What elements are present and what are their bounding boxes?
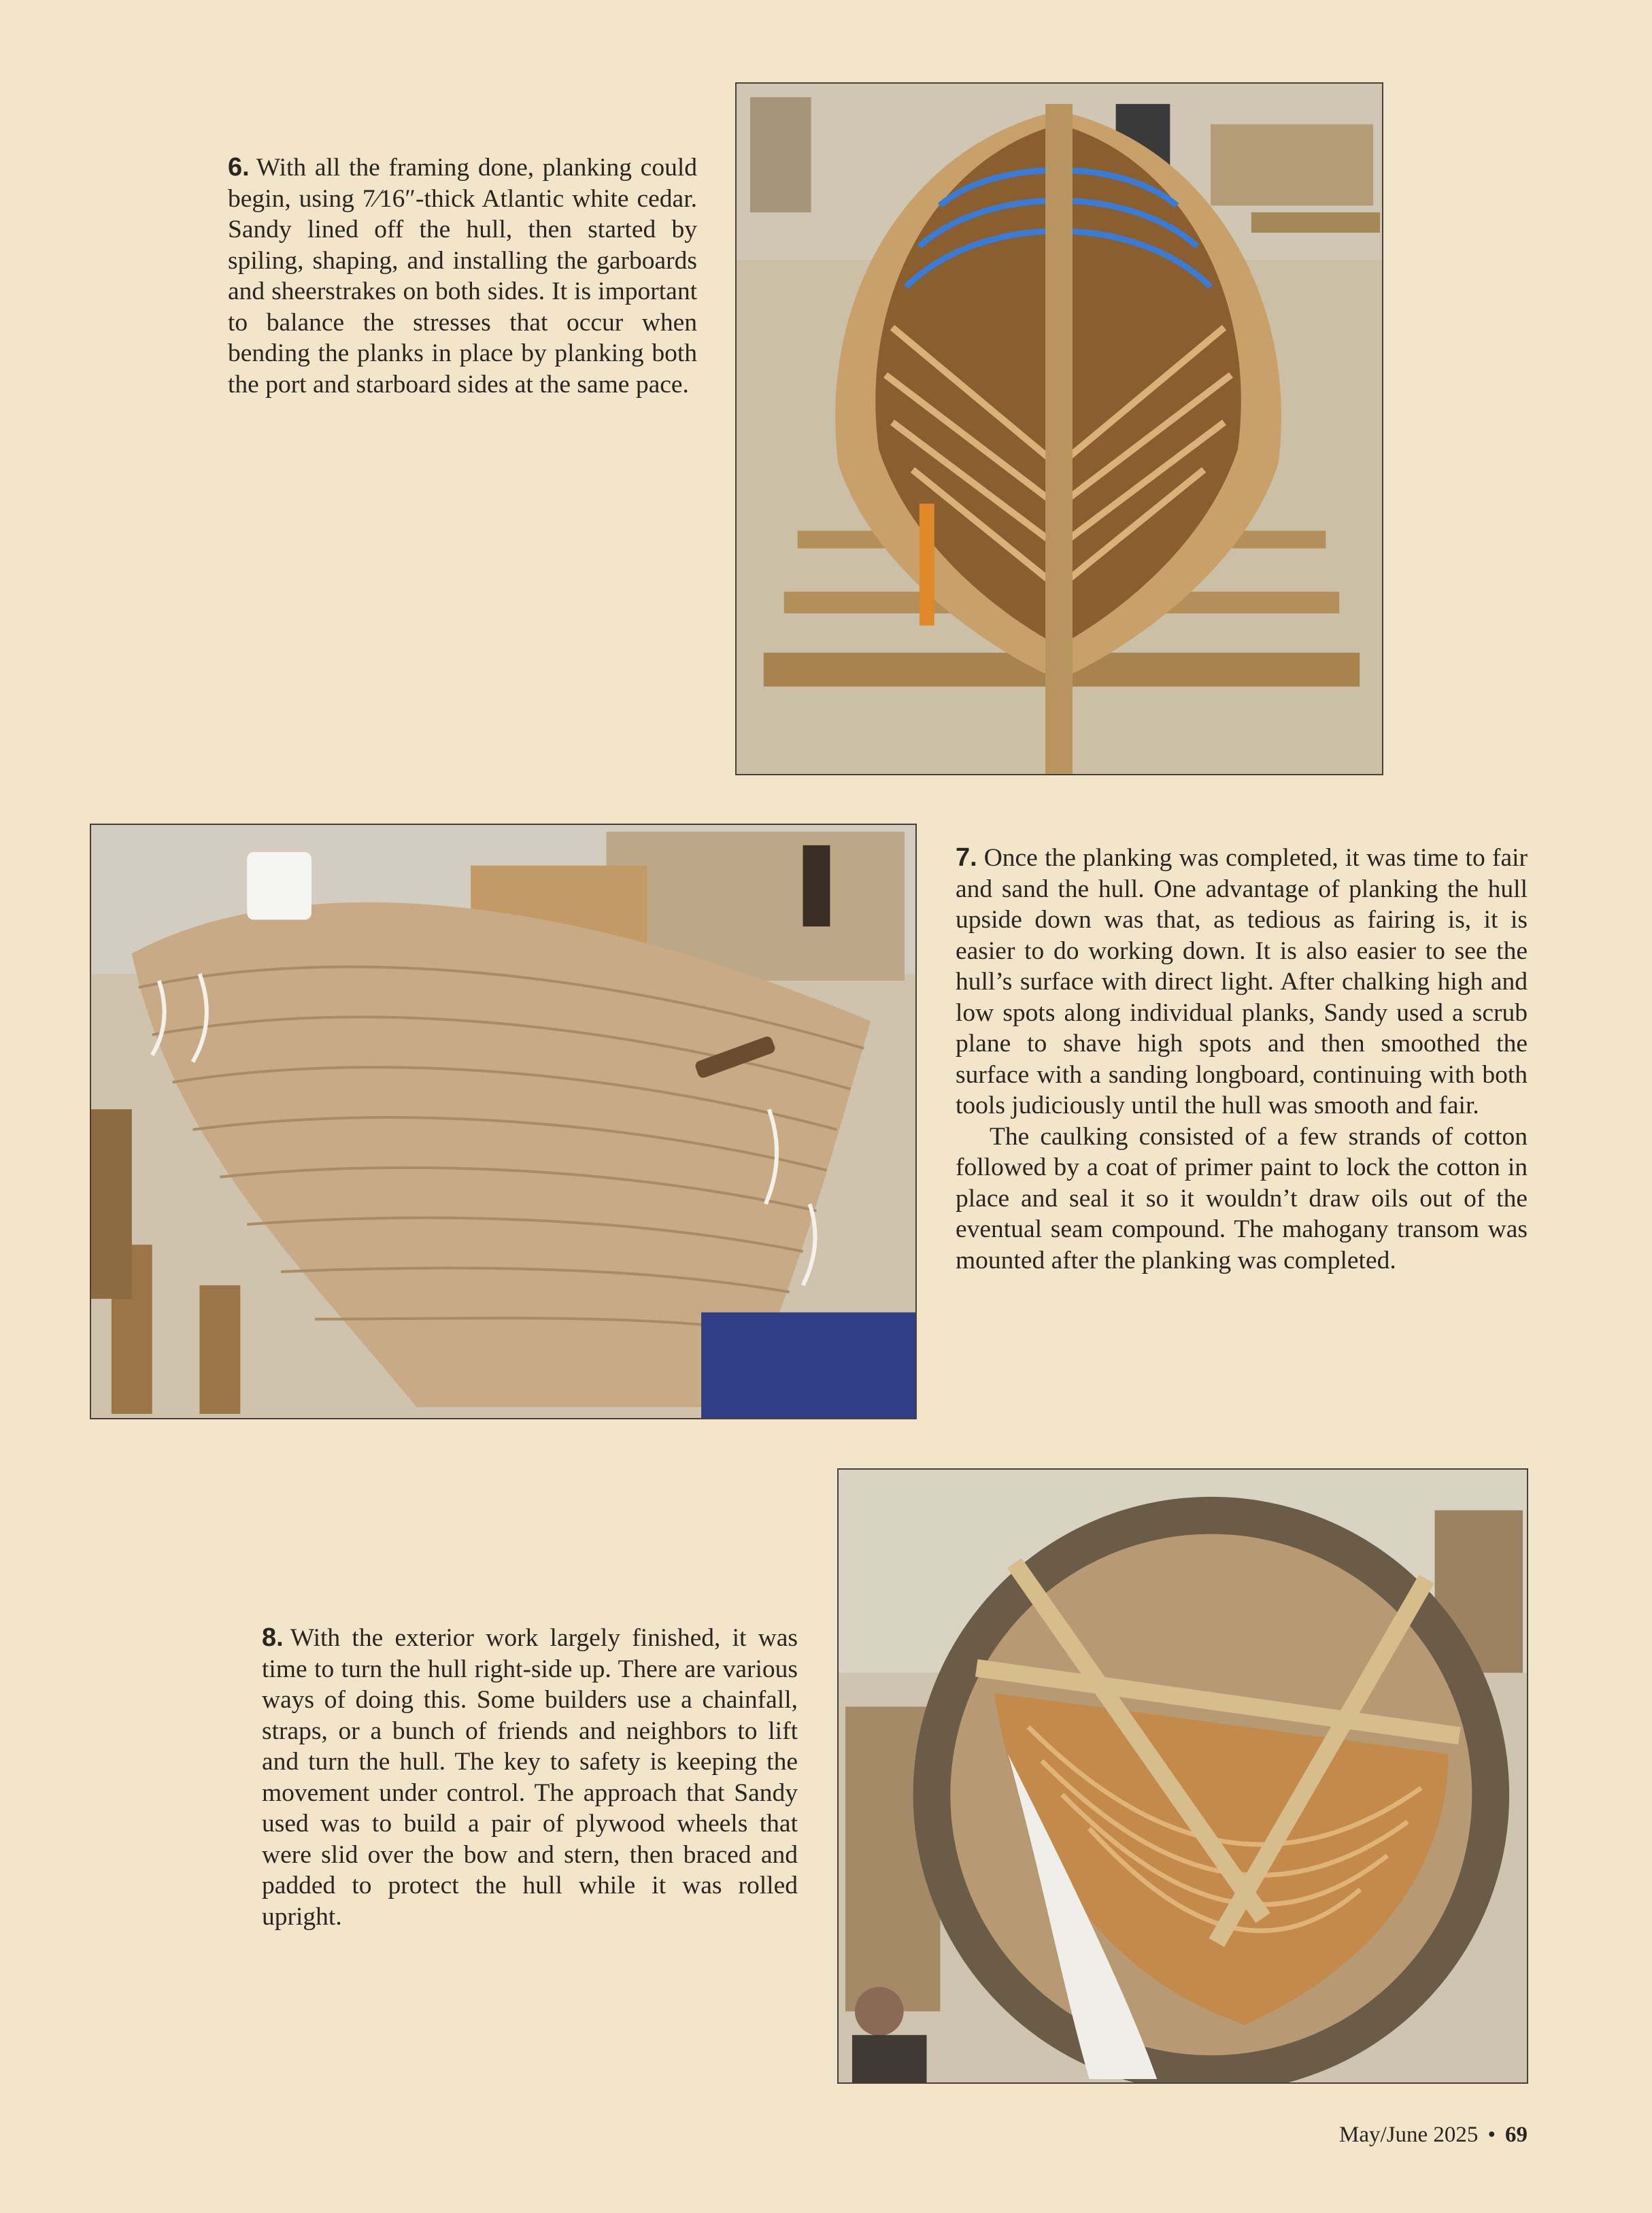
caption-text: With all the framing done, planking could begin, using 7⁄16″-thick Atlantic white cedar. Sandy lined off the hull, then started by spiling, shaping, and installing the garboards and sheerstrakes on both sides. It is important to balance the stresses that occur when bending the planks in place by planking both the port and starboard sides at the same pace.	[228, 154, 697, 399]
page-number: 69	[1505, 2123, 1528, 2147]
photo-framed-hull-bow	[735, 82, 1383, 775]
photo-hull-in-rolling-wheel	[837, 1468, 1528, 2084]
caption-text: Once the planking was completed, it was time to fair and sand the hull. One advantage of planking the hull upside down was that, as tedious as fairing is, it is easier to do working down. It is also easier to see the hull’s surface with direct light. After chalking high and low spots along individual planks, Sandy used a scrub plane to shave high spots and then smoothed the surface with a sanding longboard, continuing with both tools judiciously until the hull was smooth and fair.	[956, 844, 1528, 1119]
caption-step-7	[956, 843, 1528, 1276]
caption-paragraph: The caulking consisted of a few strands of cotton followed by a coat of primer paint to lock the cotton in place and seal it so it wouldn’t draw oils out of the eventual seam compound. The mahogany transom was mounted after the planking was completed.	[956, 1122, 1528, 1274]
step-number: 7.	[956, 843, 977, 872]
caption-step-8	[262, 1623, 798, 1932]
footer-separator: •	[1487, 2123, 1496, 2147]
step-number: 6.	[228, 153, 250, 182]
caption-text: With the exterior work largely finished, it was time to turn the hull right-side up. There are various ways of doing this. Some builders use a chainfall, straps, or a bunch of friends and neighbors to lift and turn the hull. The key to safety is keeping the movement under control. The approach that Sandy used was to build a pair of plywood wheels that were slid over the bow and stern, then braced and padded to protect the hull while it was rolled upright.	[262, 1624, 798, 1931]
issue-date: May/June 2025	[1339, 2123, 1479, 2147]
step-number: 8.	[262, 1623, 284, 1652]
page-footer	[1339, 2123, 1528, 2148]
photo-planked-hull	[90, 824, 917, 1419]
caption-step-6	[228, 152, 697, 400]
